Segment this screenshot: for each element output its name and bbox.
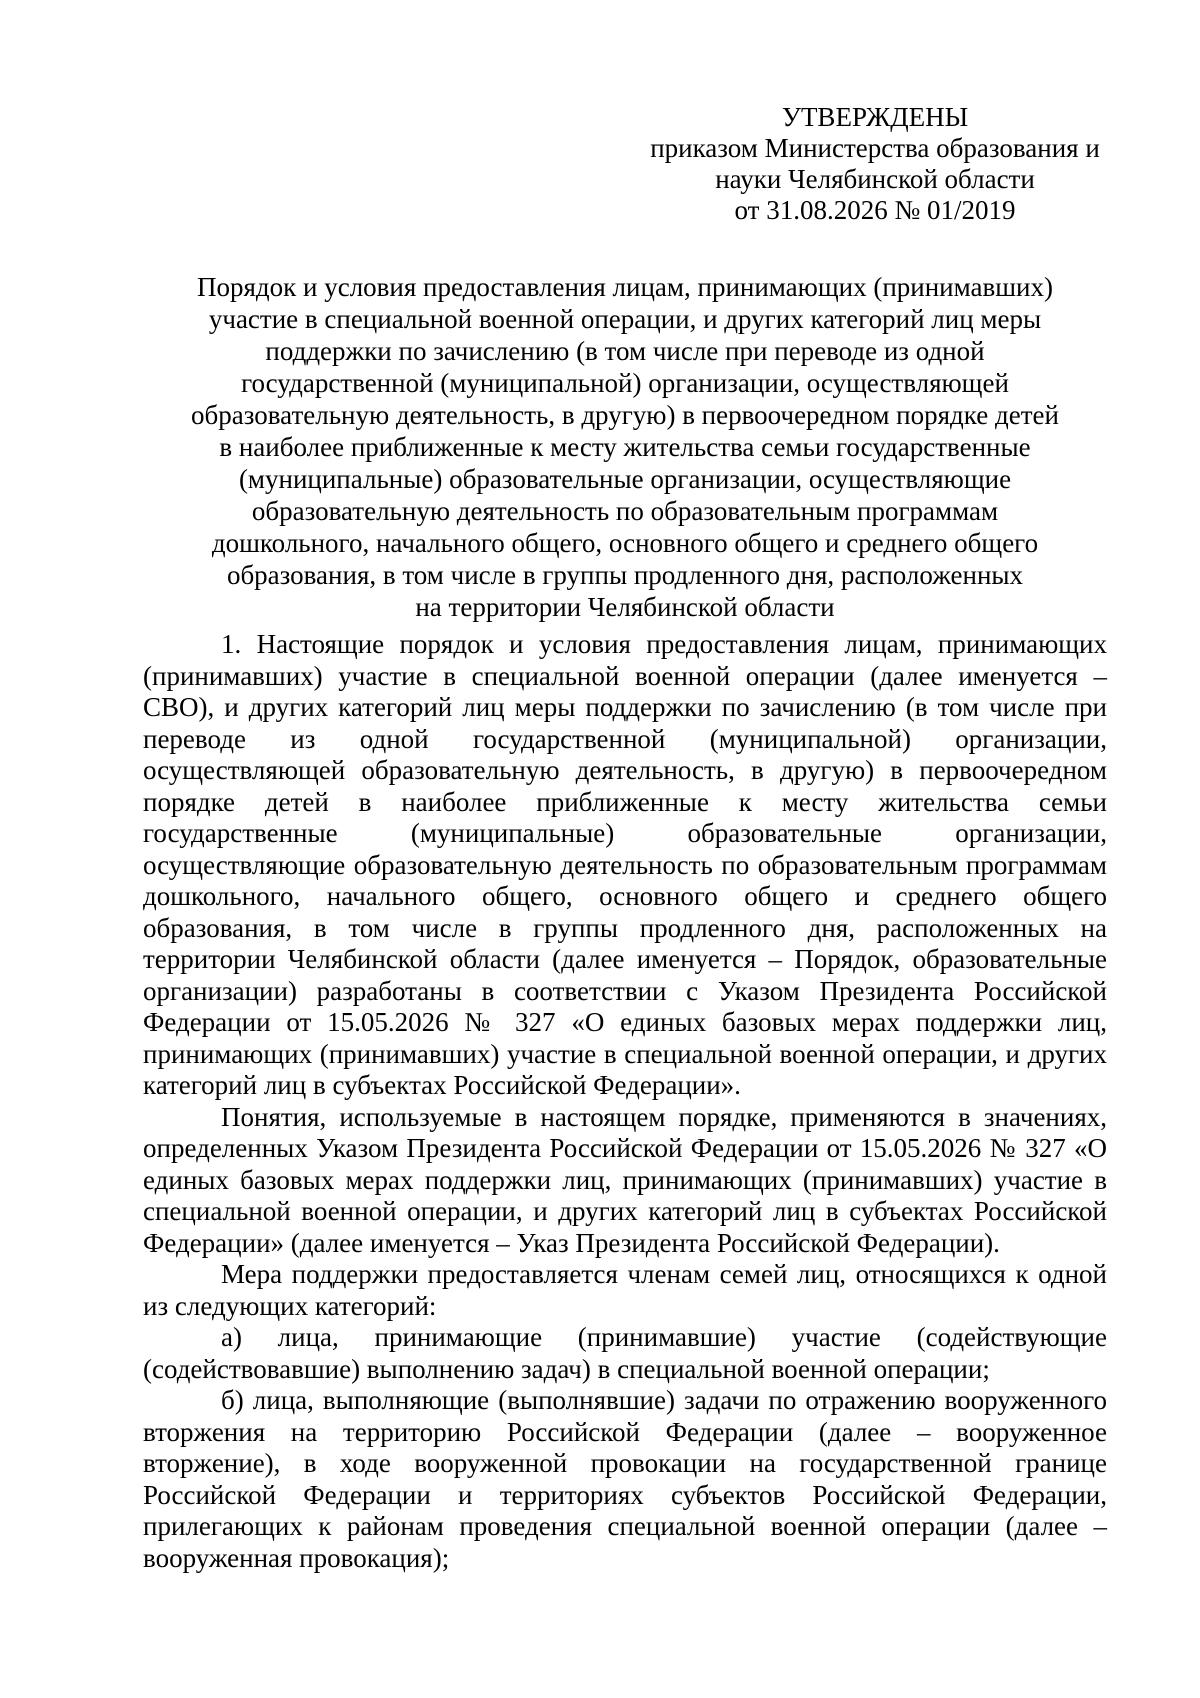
title-line: поддержки по зачислению (в том числе при переводе из одной (265, 336, 985, 366)
list-item-a: а) лица, принимающие (принимавшие) участие (содействующие (содействовавшие) выполнению задач) в специальной военной операции; (143, 1322, 1107, 1384)
title-line: образования, в том числе в группы продленного дня, расположенных (226, 560, 1024, 590)
document-body (143, 629, 1107, 1574)
approval-date-number: от 31.08.2026 № 01/2019 (734, 195, 1016, 225)
title-line: в наиболее приближенные к месту жительства семьи государственные (219, 432, 1031, 462)
title-line: Порядок и условия предоставления лицам, принимающих (принимавших) (197, 272, 1053, 302)
approval-order-line: приказом Министерства образования и (650, 133, 1100, 163)
title-line: образовательную деятельность, в другую) в первоочередном порядке детей (191, 400, 1059, 430)
title-line: государственной (муниципальной) организации, осуществляющей (241, 368, 1009, 398)
title-line: на территории Челябинской области (415, 592, 835, 622)
title-line: участие в специальной военной операции, и других категорий лиц меры (208, 304, 1042, 334)
document-title (140, 271, 1110, 623)
approval-region-line: науки Челябинской области (715, 164, 1035, 194)
approval-stamp (640, 102, 1110, 226)
list-item-b: б) лица, выполняющие (выполнявшие) задачи по отражению вооруженного вторжения на территорию Российской Федерации (далее – вооруженное вторжение), в ходе вооруженной провокации на государственной границе Российской Федерации и территориях субъектов Российской Федерации, прилегающих к районам проведения специальной военной операции (далее – вооруженная провокация); (143, 1385, 1107, 1573)
title-line: (муниципальные) образовательные организации, осуществляющие (238, 464, 1012, 494)
approval-heading: УТВЕРЖДЕНЫ (781, 102, 969, 132)
title-line: образовательную деятельность по образовательным программам (251, 496, 999, 526)
title-line: дошкольного, начального общего, основного общего и среднего общего (211, 528, 1039, 558)
paragraph-1: 1. Настоящие порядок и условия предоставления лицам, принимающих (принимавших) участие в специальной военной операции (далее именуется – СВО), и других категорий лиц меры поддержки по зачислению (в том числе при переводе из одной государственной (муниципальной) организации, осуществляющей образовательную деятельность, в другую) в первоочередном порядке детей в наиболее приближенные к месту жительства семьи государственные (муниципальные) образовательные организации, осуществляющие образовательную деятельность по образовательным программам дошкольного, начального общего, основного общего и среднего общего образования, в том числе в группы продленного дня, расположенных на территории Челябинской области (далее именуется – Порядок, образовательные организации) разработаны в соответствии с Указом Президента Российской Федерации от 15.05.2026 № 327 «О единых базовых мерах поддержки лиц, принимающих (принимавших) участие в специальной военной операции, и других категорий лиц в субъектах Российской Федерации». (143, 629, 1107, 1100)
paragraph-categories-intro: Мера поддержки предоставляется членам семей лиц, относящихся к одной из следующих категорий: (143, 1259, 1107, 1321)
paragraph-definitions: Понятия, используемые в настоящем порядке, применяются в значениях, определенных Указом Президента Российской Федерации от 15.05.2026 № 327 «О единых базовых мерах поддержки лиц, принимающих (принимавших) участие в специальной военной операции, и других категорий лиц в субъектах Российской Федерации» (далее именуется – Указ Президента Российской Федерации). (143, 1101, 1107, 1258)
